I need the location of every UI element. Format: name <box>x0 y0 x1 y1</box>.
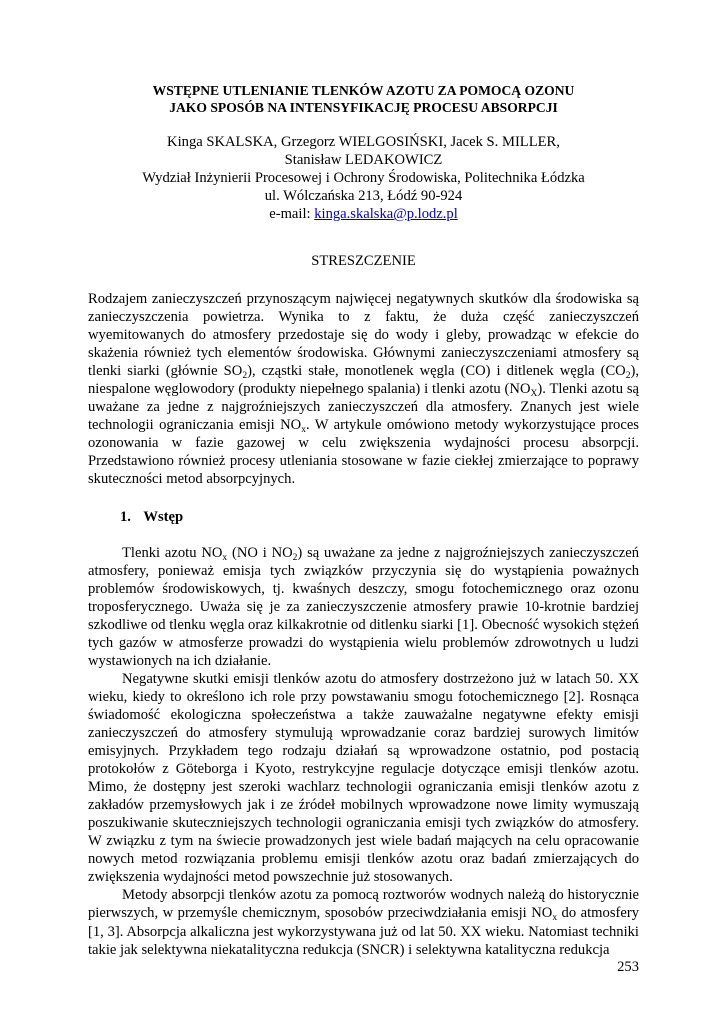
subscript: X <box>530 389 538 400</box>
section-heading <box>120 509 639 526</box>
text-run: (NO i NO <box>227 544 293 561</box>
abstract-heading: STRESZCZENIE <box>311 253 416 269</box>
text-run: . W artykule omówiono metody wykorzystujące proces ozonowania w fazie gazowej w celu zwiększenia wydajności procesu absorpcji. Przedstawiono również procesy utleniania stosowane w fazie ciekłej zmierzające to poprawy skuteczności metod absorpcyjnych. <box>88 417 639 488</box>
email-link[interactable]: kinga.skalska@p.lodz.pl <box>314 206 458 222</box>
subscript: 2 <box>242 371 248 382</box>
text-run: ) są uważane za jedne z najgroźniejszych zanieczyszczeń atmosfery, ponieważ emisja tych związków przyczynia się do wystąpienia poważnych problemów środowiskowych, tj. kwaśnych deszczy, smogu fotochemicznego oraz ozonu troposferycznego. Uważa się je za zanieczyszczenie atmosfery prawie 10-krotnie bardziej szkodliwe od tlenku węgla oraz kilkakrotnie od ditlenku siarki [1]. Obecność wysokich stężeń tych gazów w atmosferze prowadzi do wystąpienia wielu problemów zdrowotnych u ludzi wystawionych na ich działanie. <box>88 544 639 669</box>
section-number: 1. <box>120 508 131 525</box>
subscript: x <box>552 913 558 924</box>
abstract-paragraph <box>88 290 639 489</box>
text-run: ), cząstki stałe, monotlenek węgla (CO) i ditlenek węgla (CO <box>247 363 626 380</box>
subscript: x <box>222 552 228 563</box>
body-paragraph-2: Negatywne skutki emisji tlenków azotu do atmosfery dostrzeżono już w latach 50. XX wieku, kiedy to określono ich role przy powstawaniu smogu fotochemicznego [2]. Rosnąca świadomość ekologiczna społeczeństwa a także zauważalne negatywne efekty emisji zanieczyszczeń do atmosfery stymulują wprowadzanie coraz bardziej surowych limitów emisyjnych. Przykładem tego rodzaju działań są wprowadzone ostatnio, pod postacią protokołów z Göteborga i Kyoto, restrykcyjne regulacje dotyczące emisji tlenków azotu. Mimo, że dostępny jest szeroki wachlarz technologii ograniczania emisji tlenków azotu z zakładów przemysłowych jak i ze źródeł mobilnych wprowadzone nowe limity wymuszają poszukiwanie skuteczniejszych technologii ograniczania emisji tych związków do atmosfery. W związku z tym na świecie prowadzonych jest wiele badań mających na celu opracowanie nowych metod rozwiązania problemu emisji tlenków azotu oraz badań zmierzających do zwiększenia wydajności metod powszechnie już stosowanych. <box>88 670 639 886</box>
page-number: 253 <box>617 959 639 975</box>
text-run: ). Tlenki azotu są uważane za jedne z najgroźniejszych zanieczyszczeń dla atmosfery. Znanych jest wiele technologii ograniczania emisji NO <box>88 381 640 434</box>
authors-line-1: Kinga SKALSKA, Grzegorz WIELGOSIŃSKI, Jacek S. MILLER, <box>167 134 560 150</box>
title-line-2: JAKO SPOSÓB NA INTENSYFIKACJĘ PROCESU ABSORPCJI <box>169 100 558 115</box>
email-line <box>88 205 639 223</box>
text-run: Metody absorpcji tlenków azotu za pomocą roztworów wodnych należą do historycznie pierwszych, w przemyśle chemicznym, sposobów przeciwdziałania emisji NO <box>88 887 639 922</box>
subscript: 2 <box>625 371 631 382</box>
body-paragraph-1 <box>88 544 639 670</box>
text-run: Rodzajem zanieczyszczeń przynoszącym najwięcej negatywnych skutków dla środowiska są zanieczyszczenia powietrza. Wynika to z faktu, że duża część zanieczyszczeń wyemitowanych do atmosfery przedostaje się do wody i gleby, prowadząc w efekcie do skażenia również tych elementów środowiska. Głównymi zanieczyszczeniami atmosfery są tlenki siarki (głównie SO <box>88 291 639 380</box>
text-run: do atmosfery [1, 3]. Absorpcja alkaliczna jest wykorzystywana już od lat 50. XX wieku. Natomiast techniki takie jak selektywna niekatalityczna redukcja (SNCR) i selektywna katalityczna redukcja <box>88 905 640 958</box>
author-block <box>88 133 639 223</box>
paper-title <box>88 82 639 116</box>
body-paragraph-3 <box>88 886 639 958</box>
authors-line-2: Stanisław LEDAKOWICZ <box>284 152 443 168</box>
email-label: e-mail: <box>269 206 315 222</box>
affiliation: Wydział Inżynierii Procesowej i Ochrony Środowiska, Politechnika Łódzka <box>142 170 585 186</box>
subscript: x <box>301 425 306 436</box>
text-run: ), niespalone węglowodory (produkty niepełnego spalania) i tlenki azotu (NO <box>88 363 639 398</box>
title-line-1: WSTĘPNE UTLENIANIE TLENKÓW AZOTU ZA POMOCĄ OZONU <box>152 83 575 98</box>
text-run: Tlenki azotu NO <box>122 544 223 561</box>
address: ul. Wólczańska 213, Łódź 90-924 <box>264 188 463 204</box>
section-title: Wstęp <box>143 508 184 525</box>
subscript: 2 <box>292 552 298 563</box>
